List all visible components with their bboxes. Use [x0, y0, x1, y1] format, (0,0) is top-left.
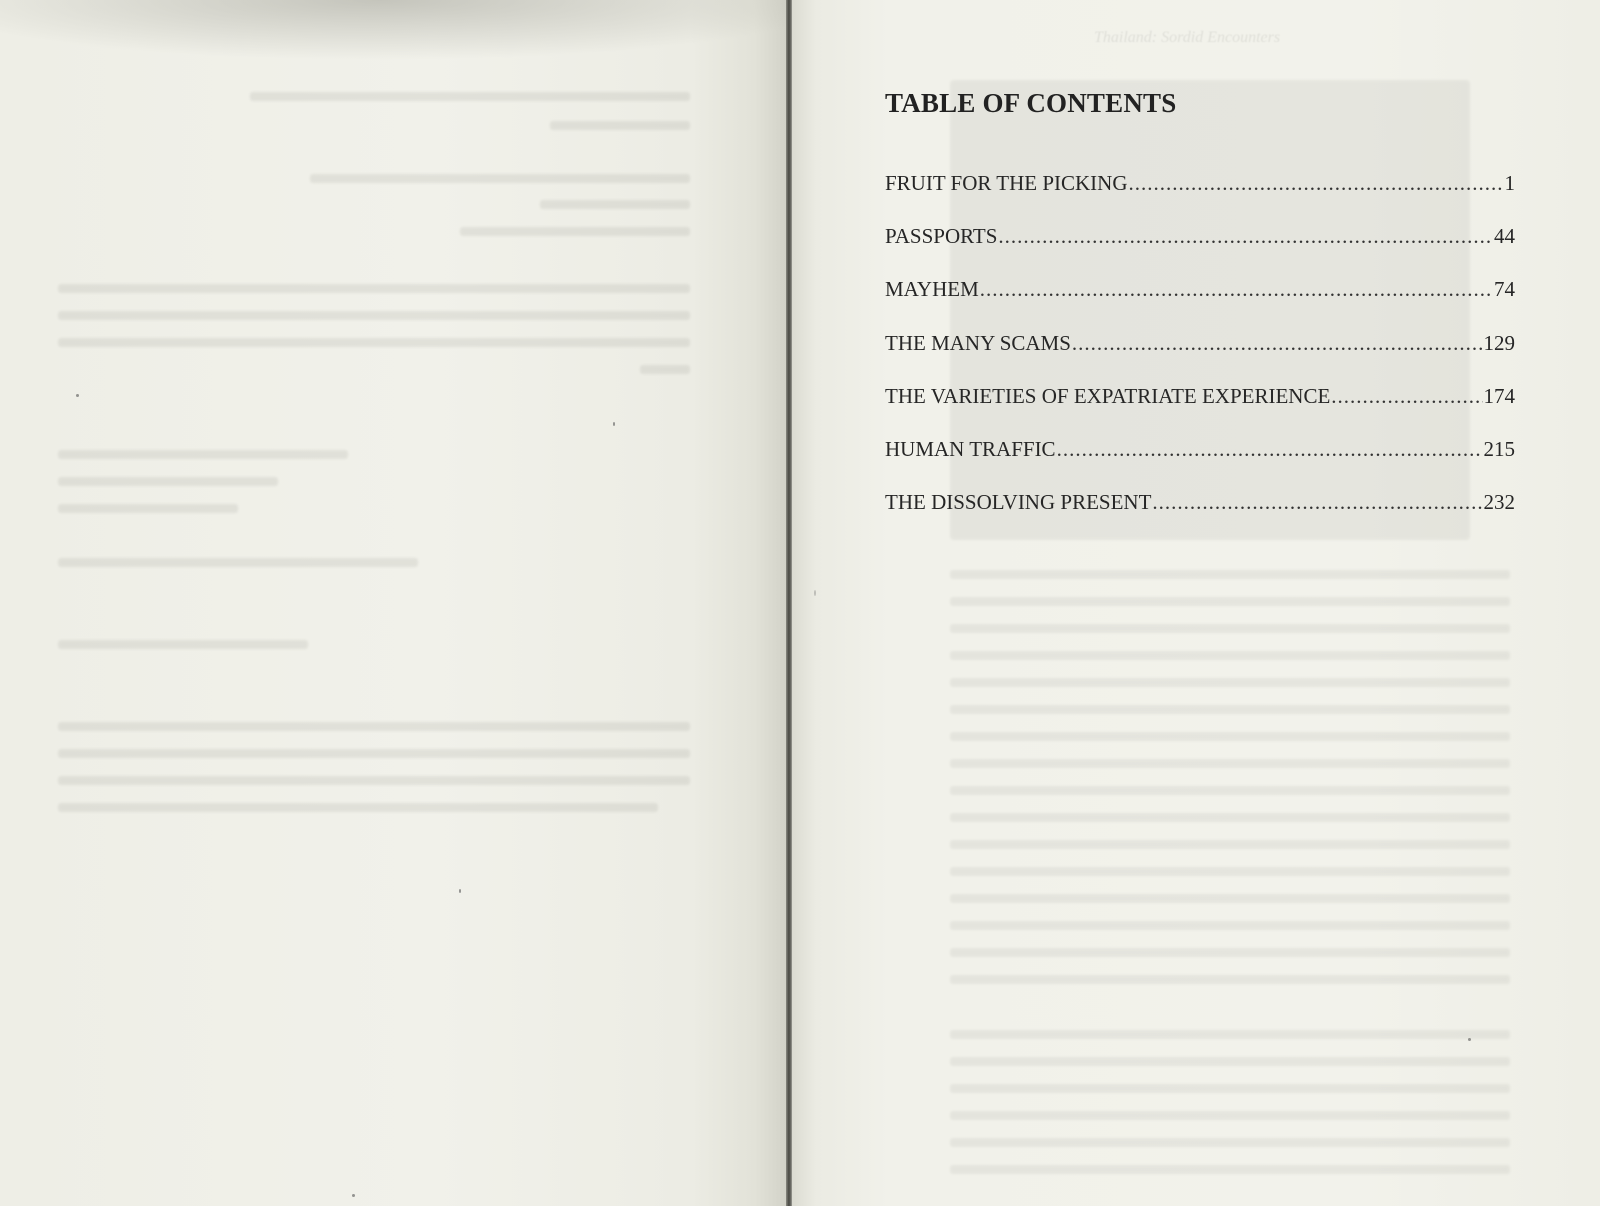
toc-entry-page: 129 — [1483, 330, 1515, 355]
toc-entry-page: 174 — [1483, 383, 1515, 408]
paper-speck — [76, 394, 79, 397]
toc-dot-leader — [998, 224, 1493, 249]
toc-entry-title: PASSPORTS — [885, 224, 998, 249]
toc-dot-leader — [1057, 437, 1483, 462]
toc-entry-page: 44 — [1494, 224, 1515, 249]
toc-title: TABLE OF CONTENTS — [885, 88, 1177, 118]
toc-dot-leader — [980, 277, 1493, 302]
toc-entry-page: 232 — [1483, 490, 1515, 515]
toc-entry[interactable] — [885, 384, 1515, 437]
running-header: Thailand: Sordid Encounters — [1094, 29, 1281, 46]
toc-dot-leader — [1129, 171, 1504, 196]
toc-entry-page: 215 — [1483, 436, 1515, 461]
toc-entry[interactable] — [885, 437, 1515, 490]
toc-entry-title: HUMAN TRAFFIC — [885, 436, 1056, 461]
paper-speck — [1468, 1038, 1471, 1041]
toc-entry-title: FRUIT FOR THE PICKING — [885, 171, 1128, 195]
paper-speck — [613, 422, 615, 426]
paper-speck — [814, 590, 816, 596]
toc-entry[interactable] — [885, 171, 1515, 224]
toc-dot-leader — [1152, 490, 1482, 515]
toc-dot-leader — [1072, 331, 1483, 356]
toc-entry[interactable] — [885, 224, 1515, 277]
toc-entry-title: THE VARIETIES OF EXPATRIATE EXPERIENCE — [885, 383, 1331, 408]
toc-entry-title: MAYHEM — [885, 277, 979, 302]
toc-entry-title: THE DISSOLVING PRESENT — [885, 490, 1152, 515]
paper-speck — [352, 1194, 355, 1197]
paper-speck — [459, 889, 461, 893]
left-page — [0, 0, 786, 1206]
toc-entry-page: 1 — [1504, 171, 1515, 195]
toc-dot-leader — [1331, 384, 1482, 409]
toc-entry[interactable] — [885, 490, 1515, 543]
toc-entry-title: THE MANY SCAMS — [885, 330, 1071, 355]
toc-list — [885, 171, 1515, 543]
toc-entry[interactable] — [885, 331, 1515, 384]
toc-entry-page: 74 — [1494, 277, 1515, 302]
left-page-bleed-texture — [0, 0, 786, 1206]
toc-entry[interactable] — [885, 277, 1515, 330]
